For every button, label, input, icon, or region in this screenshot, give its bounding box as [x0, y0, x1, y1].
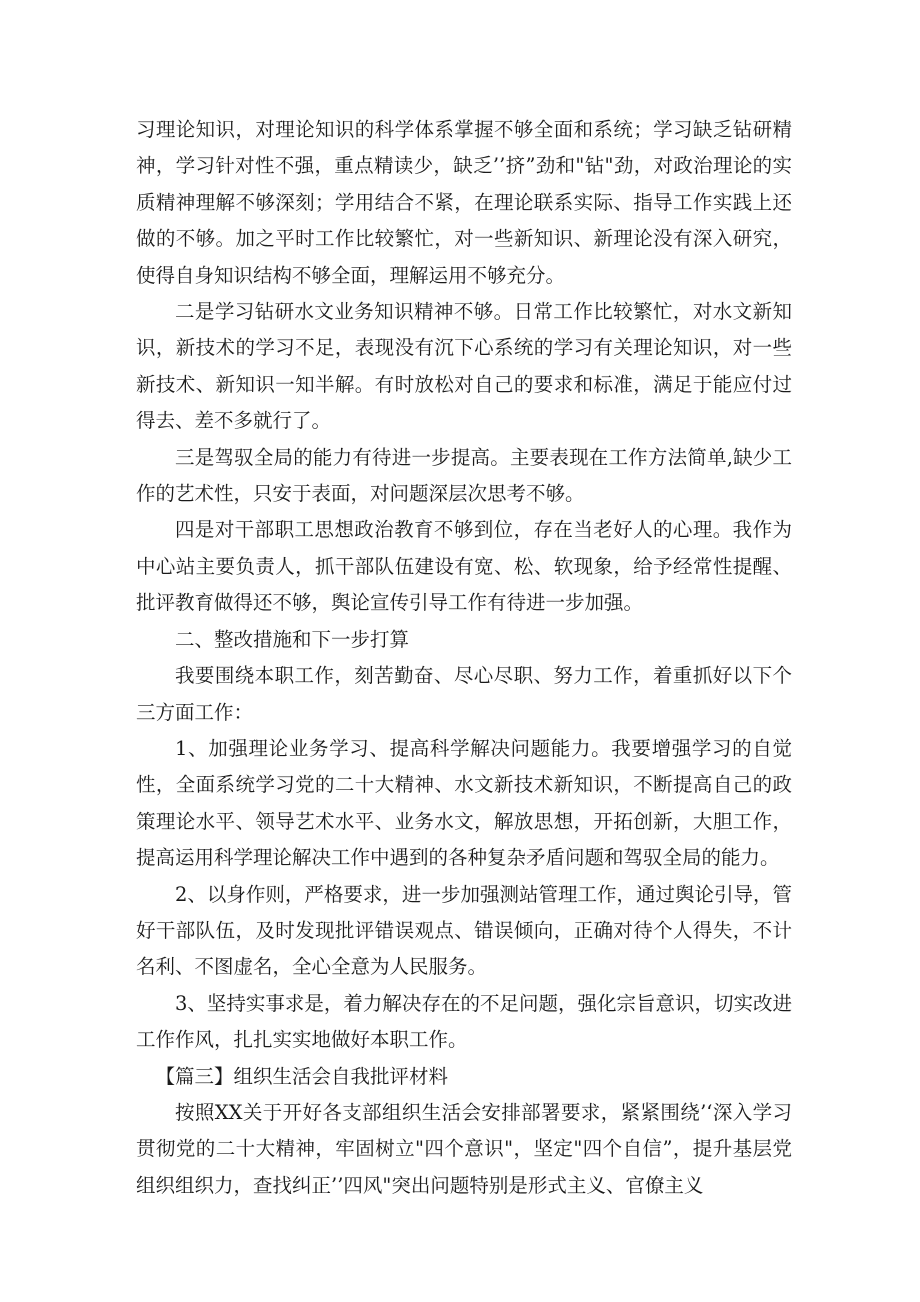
paragraph-measure-three: 3、坚持实事求是，着力解决存在的不足问题，强化宗旨意识，切实改进工作作风，扎扎实实地做好本职工作。	[136, 991, 792, 1052]
paragraph-study-theory: 习理论知识，对理论知识的科学体系掌握不够全面和系统；学习缺乏钻研精神，学习针对性不强，重点精读少，缺乏’’挤”劲和"钻"劲，对政治理论的实质精神理解不够深刻；学用结合不紧，在理论联系实际、指导工作实践上还做的不够。加之平时工作比较繁忙，对一些新知识、新理论没有深入研究，使得自身知识结构不够全面，理解运用不够充分。	[136, 118, 792, 287]
paragraph-point-two: 二是学习钻研水文业务知识精神不够。日常工作比较繁忙，对水文新知识，新技术的学习不足，表现没有沉下心系统的学习有关理论知识，对一些新技术、新知识一知半解。有时放松对自己的要求和标准，满足于能应付过得去、差不多就行了。	[136, 300, 792, 433]
paragraph-point-four: 四是对干部职工思想政治教育不够到位，存在当老好人的心理。我作为中心站主要负责人，抓干部队伍建设有宽、松、软现象，给予经常性提醒、批评教育做得还不够，舆论宣传引导工作有待进一步加强。	[136, 518, 792, 615]
paragraph-point-three: 三是驾驭全局的能力有待进一步提高。主要表现在工作方法简单,缺少工作的艺术性，只安于表面，对问题深层次思考不够。	[136, 445, 792, 506]
paragraph-intro-measures: 我要围绕本职工作，刻苦勤奋、尽心尽职、努力工作，着重抓好以下个三方面工作：	[136, 664, 792, 724]
paragraph-part-three-intro: 按照XX关于开好各支部组织生活会安排部署要求，紧紧围绕’‘深入学习贯彻党的二十大精神，牢固树立"四个意识"，坚定"四个自信”，提升基层党组织组织力，查找纠正’’四风"突出问题特别是形式主义、官僚主义	[136, 1100, 792, 1197]
paragraph-measure-two: 2、以身作则，严格要求，进一步加强测站管理工作，通过舆论引导，管好干部队伍，及时发现批评错误观点、错误倾向，正确对待个人得失，不计名利、不图虚名，全心全意为人民服务。	[136, 882, 792, 979]
section-heading-rectification: 二、整改措施和下一步打算	[175, 627, 410, 651]
document-body	[136, 112, 792, 1204]
paragraph-measure-one: 1、加强理论业务学习、提高科学解决问题能力。我要增强学习的自觉性，全面系统学习党的二十大精神、水文新技术新知识，不断提高自己的政策理论水平、领导艺术水平、业务水文，解放思想，开拓创新，大胆工作，提高运用科学理论解决工作中遇到的各种复杂矛盾问题和驾驭全局的能力。	[136, 736, 792, 870]
section-heading-part-three: 【篇三】组织生活会自我批评材料	[155, 1064, 449, 1088]
